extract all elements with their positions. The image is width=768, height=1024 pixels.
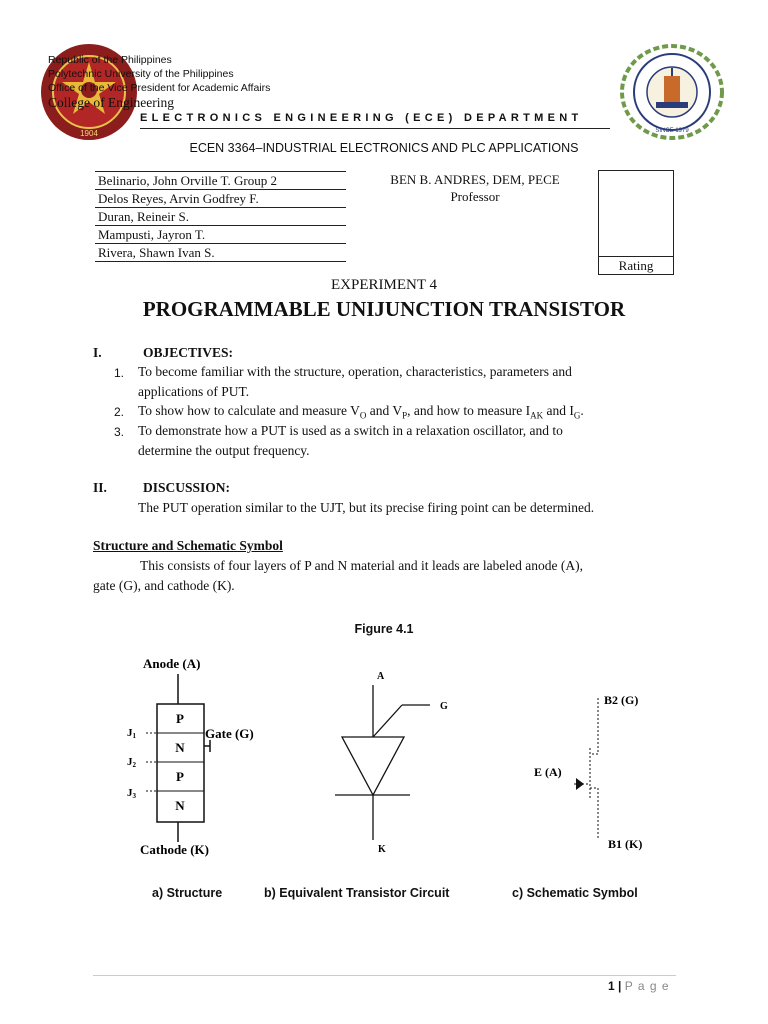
header-college: College of Engineering xyxy=(48,95,174,110)
equiv-cathode-label: K xyxy=(378,844,386,855)
symbol-e-label: E (A) xyxy=(534,765,562,779)
equiv-anode-label: A xyxy=(377,671,385,682)
put-structure-diagram xyxy=(120,652,280,862)
page-title: PROGRAMMABLE UNIJUNCTION TRANSISTOR xyxy=(142,297,626,321)
put-schematic-symbol xyxy=(528,688,688,858)
discussion-numeral: II. xyxy=(93,480,107,495)
gate-label: Gate (G) xyxy=(205,726,254,741)
objective-3-number: 3. xyxy=(114,425,125,439)
header-rule xyxy=(140,128,610,129)
cathode-label: Cathode (K) xyxy=(140,842,209,857)
member-1: Belinario, John Orville T. Group 2 xyxy=(95,171,346,190)
objective-1-line2: applications of PUT. xyxy=(138,384,250,399)
discussion-heading: DISCUSSION: xyxy=(143,480,231,495)
rating-box xyxy=(598,170,674,275)
caption-structure: a) Structure xyxy=(152,886,223,900)
structure-line1: This consists of four layers of P and N material and it leads are labeled anode (A), xyxy=(140,558,583,573)
anode-label: Anode (A) xyxy=(143,656,201,671)
objective-2-number: 2. xyxy=(114,405,125,419)
svg-text:SINCE 1979: SINCE 1979 xyxy=(655,128,689,134)
layer-n1: N xyxy=(175,740,185,755)
discussion-text: The PUT operation similar to the UJT, but its precise firing point can be determined. xyxy=(138,500,595,515)
member-4: Mampusti, Jayron T. xyxy=(95,226,346,244)
layer-p2: P xyxy=(176,769,184,784)
symbol-b2-label: B2 (G) xyxy=(604,693,639,707)
footer-rule xyxy=(93,975,676,976)
caption-symbol: c) Schematic Symbol xyxy=(512,886,638,900)
member-5: Rivera, Shawn Ivan S. xyxy=(95,244,346,262)
structure-heading: Structure and Schematic Symbol xyxy=(93,538,283,553)
member-3: Duran, Reineir S. xyxy=(95,208,346,226)
symbol-b1-label: B1 (K) xyxy=(608,837,643,851)
layer-p1: P xyxy=(176,711,184,726)
professor-role: Professor xyxy=(450,189,500,204)
header-republic: Republic of the Philippines xyxy=(48,54,172,66)
rating-label: Rating xyxy=(599,256,673,274)
ece-department-logo xyxy=(620,44,724,140)
equiv-gate-label: G xyxy=(440,701,448,712)
page-label: P a g e xyxy=(624,979,670,993)
experiment-number: EXPERIMENT 4 xyxy=(331,277,437,293)
objective-1-line1: To become familiar with the structure, operation, characteristics, parameters and xyxy=(138,364,572,379)
page-separator: | xyxy=(618,979,622,993)
header-university: Polytechnic University of the Philippines xyxy=(48,68,234,80)
objectives-numeral: I. xyxy=(93,345,102,360)
course-title: ECEN 3364–INDUSTRIAL ELECTRONICS AND PLC APPLICATIONS xyxy=(189,141,579,155)
structure-line2: gate (G), and cathode (K). xyxy=(93,578,235,593)
header-office: Office of the Vice President for Academic Affairs xyxy=(48,82,271,94)
caption-equivalent: b) Equivalent Transistor Circuit xyxy=(264,886,450,900)
figure-title: Figure 4.1 xyxy=(354,622,414,636)
page-number: 1 xyxy=(608,979,615,993)
professor-name: BEN B. ANDRES, DEM, PECE xyxy=(390,172,560,187)
objectives-heading: OBJECTIVES: xyxy=(143,345,234,360)
objective-3-line2: determine the output frequency. xyxy=(138,443,310,458)
objective-1-number: 1. xyxy=(114,366,125,380)
svg-text:1904: 1904 xyxy=(80,129,98,138)
junction-j1: J1 xyxy=(127,727,136,740)
member-list xyxy=(95,171,346,262)
layer-n2: N xyxy=(175,798,185,813)
member-2: Delos Reyes, Arvin Godfrey F. xyxy=(95,190,346,208)
objective-3-line1: To demonstrate how a PUT is used as a switch in a relaxation oscillator, and to xyxy=(138,423,563,438)
page-footer xyxy=(608,979,670,993)
put-equivalent-diagram xyxy=(330,665,460,860)
department-title: ELECTRONICS ENGINEERING (ECE) DEPARTMENT xyxy=(140,112,583,124)
objective-2-text: To show how to calculate and measure $V_O$ and $V_P$, and how to measure $I_{AK}$ and $I_G$. xyxy=(138,403,584,421)
junction-j2: J2 xyxy=(127,756,136,769)
junction-j3: J3 xyxy=(127,787,136,800)
